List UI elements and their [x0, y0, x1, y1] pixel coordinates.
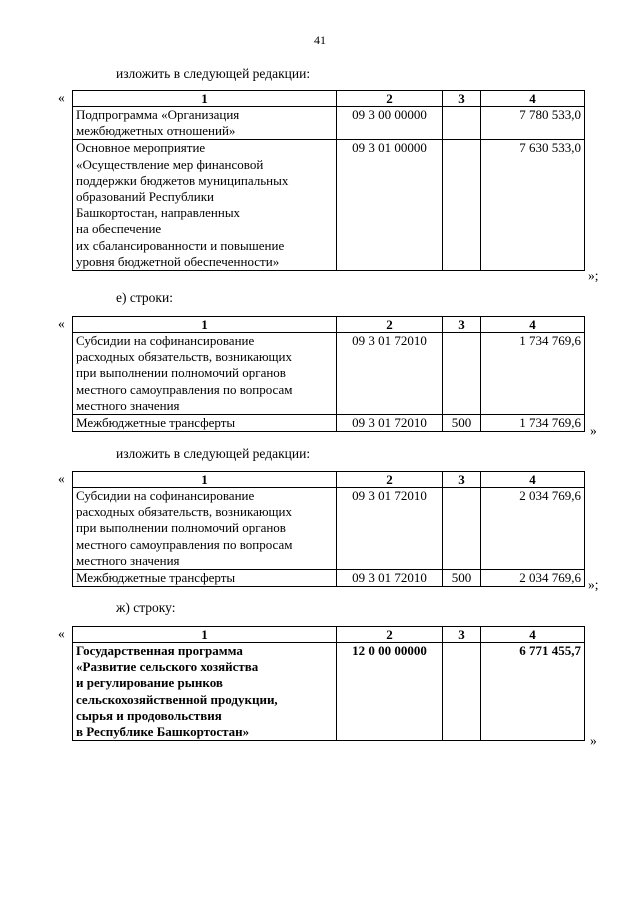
row-name-line: расходных обязательств, возникающих — [76, 504, 293, 520]
table-row — [73, 570, 585, 587]
header-col-3: 3 — [443, 472, 481, 488]
row-amount: 1 734 769,6 — [481, 415, 585, 432]
header-col-3: 3 — [443, 317, 481, 333]
row-name — [73, 643, 337, 741]
row-name-line: сырья и продовольствия — [76, 707, 222, 723]
header-col-3: 3 — [443, 627, 481, 643]
row-type: 500 — [443, 415, 481, 432]
row-name-line: в Республике Башкортостан» — [76, 724, 250, 740]
table-header-row — [73, 472, 585, 488]
row-name — [73, 415, 337, 432]
row-name-line: межбюджетных отношений» — [76, 123, 236, 139]
row-name-line: Башкортостан, направленных — [76, 205, 241, 221]
header-col-2: 2 — [337, 472, 443, 488]
open-quote-4: « — [58, 626, 65, 641]
row-type — [443, 107, 481, 140]
close-quote-1: »; — [588, 268, 599, 283]
row-name-line: образований Республики — [76, 189, 215, 205]
row-amount: 2 034 769,6 — [481, 488, 585, 570]
close-quote-4: » — [590, 733, 597, 748]
row-name-line: их сбалансированности и повышение — [76, 237, 285, 253]
row-name — [73, 333, 337, 415]
table-row — [73, 643, 585, 741]
row-name-line: Подпрограмма «Организация — [76, 107, 240, 122]
row-name-line: Субсидии на софинансирование — [76, 488, 255, 503]
row-name-line: местного самоуправления по вопросам — [76, 536, 293, 552]
header-col-4: 4 — [481, 472, 585, 488]
table-header-row — [73, 627, 585, 643]
header-col-2: 2 — [337, 91, 443, 107]
row-name — [73, 488, 337, 570]
row-code: 09 3 01 00000 — [337, 140, 443, 271]
header-col-2: 2 — [337, 317, 443, 333]
row-name-line: местного значения — [76, 552, 180, 568]
row-name-line: при выполнении полномочий органов — [76, 365, 286, 381]
row-type — [443, 488, 481, 570]
row-code: 09 3 01 72010 — [337, 488, 443, 570]
budget-table-1 — [72, 90, 585, 271]
header-col-1: 1 — [73, 472, 337, 488]
header-col-4: 4 — [481, 91, 585, 107]
row-amount: 1 734 769,6 — [481, 333, 585, 415]
row-amount: 7 630 533,0 — [481, 140, 585, 271]
paragraph-edit-intro-2: изложить в следующей редакции: — [116, 446, 311, 461]
header-col-1: 1 — [73, 91, 337, 107]
row-name-line: при выполнении полномочий органов — [76, 520, 286, 536]
row-type — [443, 643, 481, 741]
row-name-line: Основное мероприятие — [76, 140, 206, 156]
header-col-4: 4 — [481, 317, 585, 333]
row-code: 09 3 01 72010 — [337, 333, 443, 415]
row-name-line: и регулирование рынков — [76, 675, 223, 691]
header-col-4: 4 — [481, 627, 585, 643]
open-quote-3: « — [58, 471, 65, 486]
row-name-line: Государственная программа — [76, 643, 243, 658]
header-col-1: 1 — [73, 317, 337, 333]
close-quote-2: » — [590, 423, 597, 438]
row-name-line: Межбюджетные трансферты — [76, 570, 236, 586]
table-row — [73, 488, 585, 570]
budget-table-3 — [72, 471, 585, 587]
open-quote-2: « — [58, 316, 65, 331]
table-header-row — [73, 317, 585, 333]
table-row — [73, 140, 585, 271]
budget-table-4 — [72, 626, 585, 741]
row-name-line: местного самоуправления по вопросам — [76, 381, 293, 397]
paragraph-lines-e: е) строки: — [116, 290, 173, 305]
row-name-line: Субсидии на софинансирование — [76, 333, 255, 348]
row-code: 12 0 00 00000 — [337, 643, 443, 741]
paragraph-line-zh: ж) строку: — [116, 600, 176, 615]
table-row — [73, 333, 585, 415]
row-name-line: поддержки бюджетов муниципальных — [76, 172, 289, 188]
row-name-line: уровня бюджетной обеспеченности» — [76, 253, 280, 269]
row-amount: 6 771 455,7 — [481, 643, 585, 741]
row-type: 500 — [443, 570, 481, 587]
table-header-row — [73, 91, 585, 107]
paragraph-edit-intro-1: изложить в следующей редакции: — [116, 66, 311, 81]
row-name — [73, 140, 337, 271]
row-code: 09 3 00 00000 — [337, 107, 443, 140]
page-number: 41 — [314, 33, 326, 47]
budget-table-2 — [72, 316, 585, 432]
row-code: 09 3 01 72010 — [337, 570, 443, 587]
row-name — [73, 107, 337, 140]
table-row — [73, 107, 585, 140]
open-quote-1: « — [58, 90, 65, 105]
header-col-1: 1 — [73, 627, 337, 643]
row-code: 09 3 01 72010 — [337, 415, 443, 432]
table-row — [73, 415, 585, 432]
row-name-line: сельскохозяйственной продукции, — [76, 691, 278, 707]
row-name-line: на обеспечение — [76, 221, 162, 237]
header-col-3: 3 — [443, 91, 481, 107]
row-name-line: «Развитие сельского хозяйства — [76, 659, 259, 675]
row-name-line: «Осуществление мер финансовой — [76, 156, 264, 172]
row-type — [443, 140, 481, 271]
row-amount: 7 780 533,0 — [481, 107, 585, 140]
close-quote-3: »; — [588, 577, 599, 592]
row-name-line: местного значения — [76, 397, 180, 413]
row-name-line: расходных обязательств, возникающих — [76, 349, 293, 365]
row-type — [443, 333, 481, 415]
row-name-line: Межбюджетные трансферты — [76, 415, 236, 431]
row-name — [73, 570, 337, 587]
row-amount: 2 034 769,6 — [481, 570, 585, 587]
header-col-2: 2 — [337, 627, 443, 643]
